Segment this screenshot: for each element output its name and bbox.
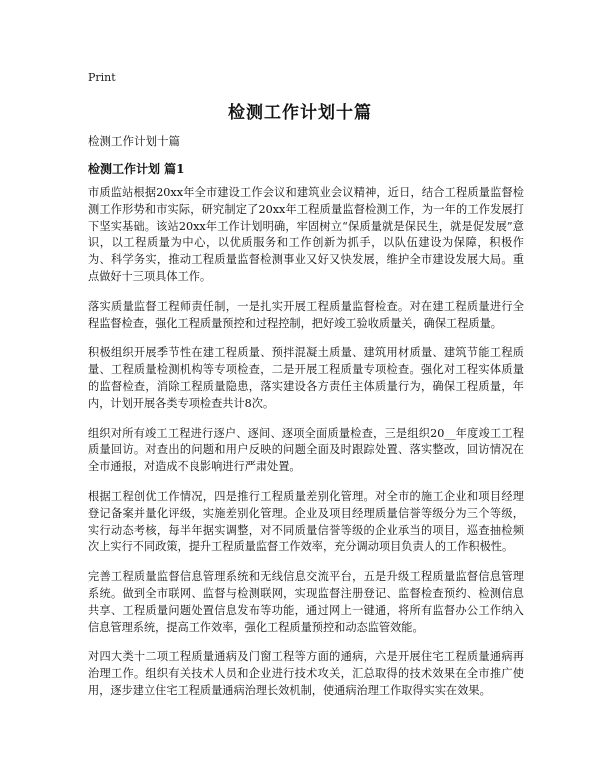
paragraph-1: 市质监站根据20xx年全市建设工作会议和建筑业会议精神，近日，结合工程质量监督检测工作形势和市实际，研究制定了20xx年工程质量监督检测工作，为一年的工作发展打下坚实基础。该站20xx年工作计划明确，牢固树立“保质量就是保民生，就是促发展”意识，以工程质量为中心，以优质服务和工作创新为抓手，以队伍建设为保障，积极作为、科学务实，推动工程质量监督检测事业又好又快发展，维护全市建设发展大局。重点做好十三项具体工作。 xyxy=(88,186,524,283)
paragraph-4: 组织对所有竣工工程进行逐户、逐间、逐项全面质量检查，三是组织20__年度竣工工程质量回访。对查出的问题和用户反映的问题全面及时跟踪处置、落实整改，回访情况在全市通报，对造成不良影响进行严肃处置。 xyxy=(88,426,524,474)
paragraph-6: 完善工程质量监督信息管理系统和无线信息交流平台，五是升级工程质量监督信息管理系统。做到全市联网、监督与检测联网，实现监督注册登记、监督检查预约、检测信息共享、工程质量问题处置信息发布等功能，通过网上一键通，将所有监督办公工作纳入信息管理系统，提高工作效率，强化工程质量预控和动态监管效能。 xyxy=(88,570,524,634)
paragraph-2: 落实质量监督工程师责任制，一是扎实开展工程质量监督检查。对在建工程质量进行全程监督检查，强化工程质量预控和过程控制，把好竣工验收质量关，确保工程质量。 xyxy=(88,299,524,330)
paragraph-3: 积极组织开展季节性在建工程质量、预拌混凝土质量、建筑用材质量、建筑节能工程质量、工程质量检测机构等专项检查，二是开展工程质量专项检查。强化对工程实体质量的监督检查，消除工程质量隐患，落实建设各方责任主体质量行为，确保工程质量，年内，计划开展各类专项检查共计8次。 xyxy=(88,346,524,410)
paragraph-7: 对四大类十二项工程质量通病及门窗工程等方面的通病，六是开展住宅工程质量通病再治理工作。组织有关技术人员和企业进行技术攻关，汇总取得的技术效果在全市推广使用，逐步建立住宅工程质量通病治理长效机制，使通病治理工作取得实实在效果。 xyxy=(88,650,524,697)
document-title: 检测工作计划十篇 xyxy=(228,103,372,123)
print-label: Print xyxy=(88,71,116,84)
paragraph-5: 根据工程创优工作情况，四是推行工程质量差别化管理。对全市的施工企业和项目经理登记备案并量化评级，实施差别化管理。企业及项目经理质量信誉等级分为三个等级，实行动态考核，每半年据实调整，对不同质量信誉等级的企业承当的项目，巡查抽检频次上实行不同政策，提升工程质量监督工作效率，充分调动项目负责人的工作积极性。 xyxy=(88,489,524,554)
document-subtitle: 检测工作计划十篇 xyxy=(88,134,180,148)
document-body xyxy=(88,185,524,713)
section-heading: 检测工作计划 篇1 xyxy=(88,162,185,176)
